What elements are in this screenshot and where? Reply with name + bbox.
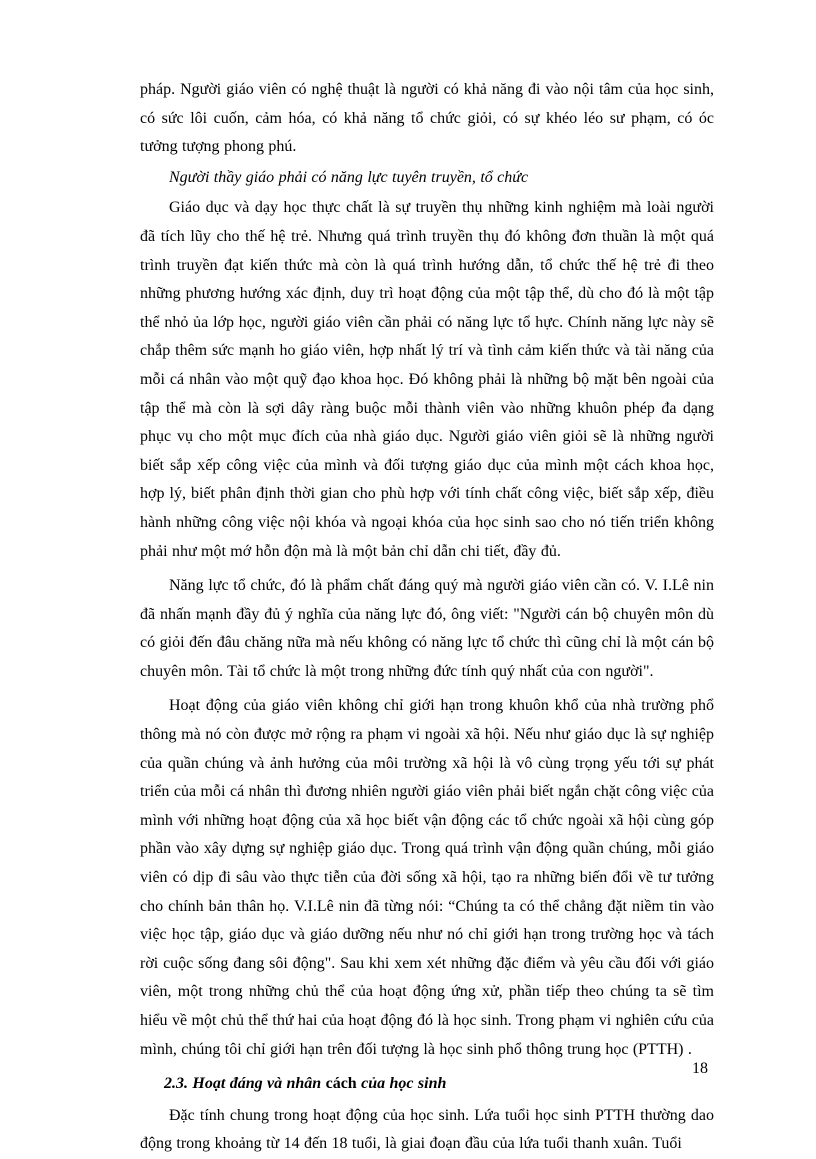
section-heading-title-mid: cách: [325, 1075, 357, 1093]
paragraph-teaching-transmission: Giáo dục và dạy học thực chất là sự truyền thụ những kinh nghiệm mà loài người đã tích lũy cho thế hệ trẻ. Nhưng quá trình truyền thụ đó không đơn thuần là một quá trình truyền đạt kiến thức mà còn là quá trình hướng dẫn, tổ chức thế hệ trẻ đi theo những phương hướng xác định, duy trì hoạt động của một tập thể, dù cho đó là một tập thể nhỏ ủa lớp học, người giáo viên cần phải có năng lực tổ hực. Chính năng lực này sẽ chắp thêm sức mạnh ho giáo viên, hợp nhất lý trí và tình cảm kiến thức và tài năng của mỗi cá nhân vào một quỹ đạo khoa học. Đó không phải là những bộ mặt bên ngoài của tập thể mà còn là sợi dây ràng buộc mỗi thành viên vào những khuôn phép đa dạng phục vụ cho một mục đích của nhà giáo dục. Người giáo viên giỏi sẽ là những người biết sắp xếp công việc của mình và đối tượng giáo dục của mình một cách khoa học, hợp lý, biết phân định thời gian cho phù hợp với tính chất công việc, biết sắp xếp, điều hành những công việc nội khóa và ngoại khóa của học sinh sao cho nó tiến triển không phải như một mớ hỗn độn mà là một bản chỉ dẫn chi tiết, đầy đủ.: [140, 199, 714, 560]
section-heading-title-end: của học sinh: [361, 1075, 447, 1093]
paragraph-student-characteristics: Đặc tính chung trong hoạt động của học sinh. Lứa tuổi học sinh PTTH thường dao động trong khoảng từ 14 đến 18 tuổi, là giai đoạn đầu của lứa tuổi thanh xuân. Tuổi: [140, 1106, 714, 1153]
page-number: 18: [692, 1060, 708, 1077]
paragraph-organizational-ability: Năng lực tổ chức, đó là phẩm chất đáng quý mà người giáo viên cần có. V. I.Lê nin đã nhấn mạnh đầy đủ ý nghĩa của năng lực đó, ông viết: "Người cán bộ chuyên môn dù có giỏi đến đâu chăng nữa mà nếu không có năng lực tổ chức thì cũng chỉ là một cán bộ chuyên môn. Tài tổ chức là một trong những đức tính quý nhất của con người".: [140, 577, 714, 680]
paragraph-intro: pháp. Người giáo viên có nghệ thuật là người có khả năng đi vào nội tâm của học sinh, có sức lôi cuốn, cảm hóa, có khả năng tổ chức giỏi, có sự khéo léo sư phạm, có óc tưởng tượng phong phú.: [140, 81, 714, 156]
paragraph-teacher-society: Hoạt động của giáo viên không chỉ giới hạn trong khuôn khổ của nhà trường phổ thông mà nó còn được mở rộng ra phạm vi ngoài xã hội. Nếu như giáo dục là sự nghiệp của quần chúng và ảnh hưởng của môi trường xã hội là vô cùng trọng yếu tới sự phát triển của mỗi cá nhân thì đương nhiên người giáo viên phải biết ngắn chặt công việc của mình với những hoạt động của xã học biết vận động các tổ chức ngoài xã hội cùng góp phần vào xây dựng sự nghiệp giáo dục. Trong quá trình vận động quần chúng, mỗi giáo viên có dịp đi sâu vào thực tiễn của đời sống xã hội, tạo ra những biến đổi về tư tưởng cho chính bản thân họ. V.I.Lê nin đã từng nói: “Chúng ta có thể chẳng đặt niềm tin vào việc học tập, giáo dục và giáo dưỡng nếu như nó chỉ giới hạn trong trường học và tách rời cuộc sống đang sôi động". Sau khi xem xét những đặc điểm và yêu cầu đối với giáo viên, một trong những chủ thể của hoạt động ứng xử, phần tiếp theo chúng ta sẽ tìm hiểu về một chủ thể thứ hai của hoạt động đó là học sinh. Trong phạm vi nghiên cứu của mình, chúng tôi chỉ giới hạn trên đối tượng là học sinh phổ thông trung học (PTTH) .: [140, 697, 714, 1058]
section-heading-title-start: 2.3. Hoạt đáng và nhân: [164, 1075, 322, 1093]
document-page: [140, 76, 714, 1159]
section-heading-2-3: [140, 1070, 714, 1099]
subheading-propaganda-organization: Người thầy giáo phải có năng lực tuyên truyền, tổ chức: [169, 168, 529, 186]
